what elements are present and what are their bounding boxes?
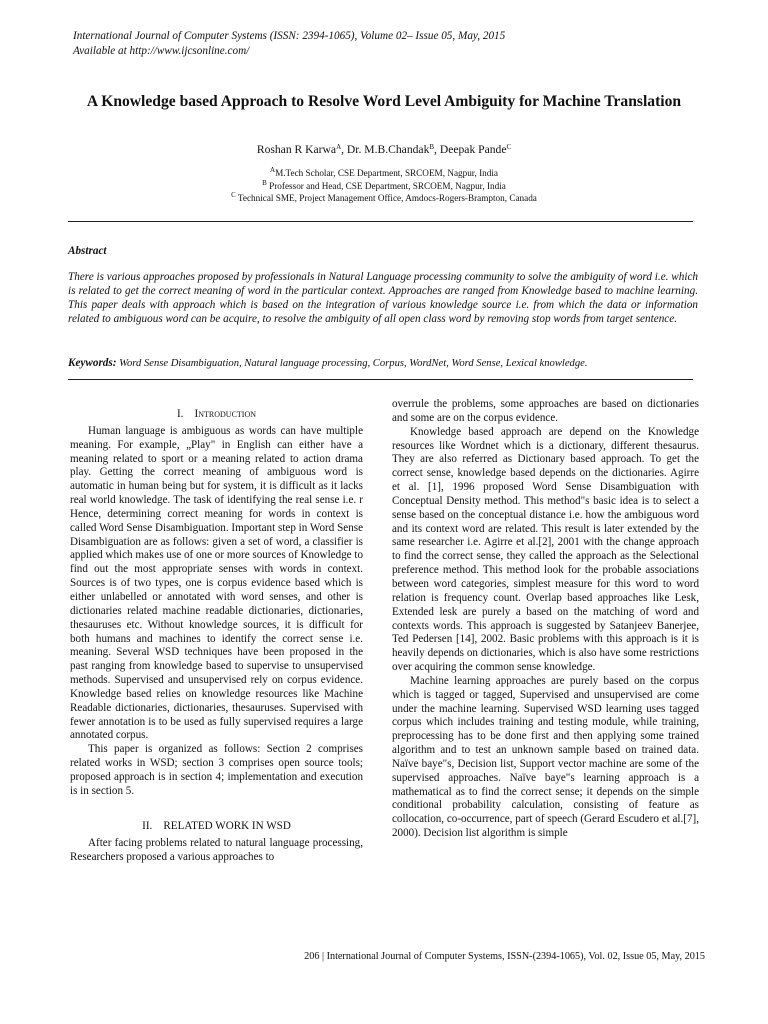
author-name: Dr. M.B.Chandak — [346, 143, 430, 156]
paper-title: A Knowledge based Approach to Resolve Word Level Ambiguity for Machine Translation — [86, 93, 682, 110]
affiliation-mark: A — [270, 166, 276, 174]
section-title: RELATED WORK IN WSD — [163, 819, 291, 832]
affiliation-text: Professor and Head, CSE Department, SRCOEM, Nagpur, India — [269, 180, 506, 191]
keywords-label: Keywords: — [68, 357, 117, 369]
paragraph: After facing problems related to natural language processing, Researchers proposed a various approaches to — [70, 837, 363, 864]
author-name: Roshan R Karwa — [256, 143, 337, 156]
author-mark: C — [506, 143, 512, 151]
paragraph: overrule the problems, some approaches are based on dictionaries and some are on the corpus evidence. — [392, 398, 699, 424]
affiliation-mark: C — [231, 191, 236, 199]
affiliation — [60, 192, 708, 205]
paragraph: Machine learning approaches are purely based on the corpus which is tagged or tagged, Supervised and unsupervised are come under the machine learning. Supervised WSD learning uses tagged corpus which includes training and testing module, while training, preprocessing has to be done first and then applying some trained algorithm and to test an unknown sample based on trained data. Naïve baye"s, Decision list, Support vector machine are some of the supervised approaches. Naïve baye"s learning approach is a mathematical as to find the correct sense; it depends on the simple conditional probability calculation, consisting of feature as collocation, co-occurrence, part of speech (Gerard Escudero et al.[7], 2000). Decision list algorithm is simple — [392, 674, 699, 840]
paragraph: Knowledge based approach are depend on the Knowledge resources like Wordnet which is a dictionary, different thesaurus. They are also referred as Dictionary based approach. To get the correct sense, knowledge based depends on the dictionaries. Agirre et al. [1], 1996 proposed Word Sense Disambiguation with Conceptual Density method. This method"s basic idea is to select a sense based on the conceptual distance i.e. how the ambiguous word and its context word are related. This result is later extended by the same researcher i.e. Agirre et al.[2], 2001 with the change approach to find the correct sense, they called the approach as the Selectional preference method. This method look for the probable associations between word categories, simplest measure for this word to word relation is frequency count. Overlap based approaches like Lesk, Extended lesk are purely a based on the matching of word and contexts words. This approach is suggested by Satanjeev Banerjee, Ted Pedersen [14], 2002. Basic problems with this approach is it is heavily depends on dictionaries, which is also have some restrictions over acquiring the common sense knowledge. — [392, 425, 699, 674]
paragraph: This paper is organized as follows: Section 2 comprises related works in WSD; section 3 comprises open source tools; proposed approach is in section 4; implementation and execution is in section 5. — [70, 743, 363, 797]
affiliation-mark: B — [262, 178, 267, 187]
journal-url: Available at http://www.ijcsonline.com/ — [73, 44, 250, 57]
abstract-divider — [68, 379, 693, 380]
abstract-heading: Abstract — [68, 245, 107, 257]
section-heading-related-work — [70, 820, 363, 834]
header-divider — [68, 221, 693, 222]
journal-citation: International Journal of Computer Systems (ISSN: 2394-1065), Volume 02– Issue 05, May, 2015 — [73, 30, 506, 42]
affiliation-text: Technical SME, Project Management Office, Amdocs-Rogers-Brampton, Canada — [237, 193, 537, 203]
paragraph: Human language is ambiguous as words can have multiple meaning. For example, „Play" in English can either have a meaning related to sport or a meaning related to action drama play. Getting the correct meaning of ambiguous word is automatic in human being but for system, it is difficult as it lacks real world knowledge. The task of identifying the real sense i.e. r Hence, determining correct meaning for words in context is called Word Sense Disambiguation. Important step in Word Sense Disambiguation are as follows: given a set of word, a classifier is applied which makes use of one or more sources of Knowledge to find out the most appropriate senses with words in context. Sources is of two types, one is corpus evidence based which is either unlabelled or annotated with word senses, and other is dictionaries related machine readable dictionaries, dictionaries, thesauruses etc. Without knowledge sources, it is difficult for both humans and machines to identify the correct sense i.e. meaning. Several WSD techniques have been proposed in the past ranging from knowledge based to supervise to unsupervised methods. Supervised and unsupervised rely on corpus evidence. Knowledge based relies on knowledge resources like Machine Readable dictionaries, dictionaries, thesauruses. Supervised with fewer annotation is to be used as fully supervised requires a large annotated corpus. — [70, 424, 363, 742]
keywords-text: Word Sense Disambiguation, Natural language processing, Corpus, WordNet, Word Sense, Lexical knowledge. — [119, 358, 588, 369]
affiliation-list — [60, 167, 708, 205]
affiliation — [60, 180, 708, 193]
right-column — [392, 398, 699, 841]
section-number: I. — [176, 408, 184, 420]
page-footer: 206 | International Journal of Computer Systems, ISSN-(2394-1065), Vol. 02, Issue 05, May, 2015 — [304, 951, 705, 962]
affiliation-text: M.Tech Scholar, CSE Department, SRCOEM, Nagpur, India — [275, 168, 498, 178]
section-heading-introduction — [70, 408, 363, 422]
author-name: Deepak Pande — [439, 143, 507, 156]
left-column — [70, 397, 363, 865]
keywords — [68, 357, 698, 371]
journal-header — [73, 29, 693, 58]
author-list: Roshan R Karwa$^A$, Dr. M.B.Chandak$^B$, Deepak Pande$^C$ — [256, 143, 512, 156]
affiliation — [60, 167, 708, 180]
abstract-text: There is various approaches proposed by professionals in Natural Language processing community to solve the ambiguity of word i.e. which is related to get the correct meaning of word in the particular context. Approaches are ranged from Knowledge based to machine learning. This paper deals with approach which is based on the integration of various knowledge source i.e. from which the data or information related to ambiguous word can be acquire, to resolve the ambiguity of all open class word by removing stop words from target sentence. — [68, 271, 698, 325]
author-mark: B — [429, 143, 435, 151]
author-mark: A — [336, 143, 342, 151]
section-number: II. — [142, 819, 153, 832]
section-title: Introduction — [194, 408, 257, 420]
